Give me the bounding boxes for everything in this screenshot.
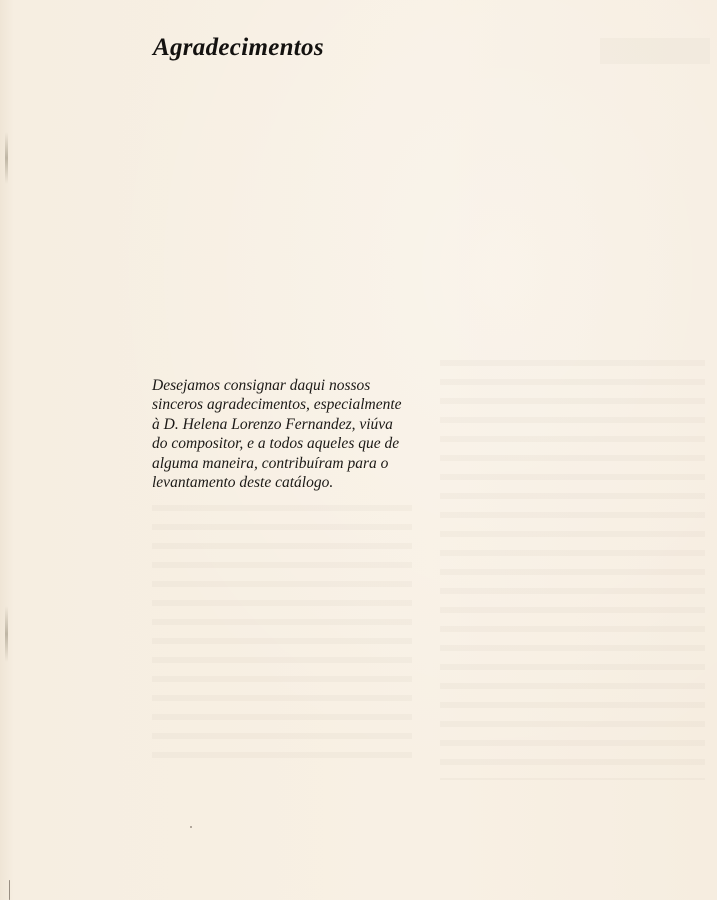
acknowledgment-paragraph — [152, 376, 442, 492]
paragraph-line: sinceros agradecimentos, especialmente — [152, 396, 402, 414]
binding-staple-mark-top — [5, 132, 8, 184]
binding-staple-mark-bottom — [5, 606, 8, 662]
binding-edge-mark — [9, 880, 10, 900]
bleed-through-heading — [600, 38, 710, 64]
paragraph-line: levantamento deste catálogo. — [152, 474, 334, 492]
bleed-through-text-left — [152, 505, 412, 760]
paragraph-line: do compositor, e a todos aqueles que de — [152, 435, 400, 453]
bleed-through-text-right — [440, 360, 705, 780]
page-title: Agradecimentos — [153, 34, 324, 61]
paragraph-line: alguma maneira, contribuíram para o — [152, 454, 389, 472]
paragraph-line: à D. Helena Lorenzo Fernandez, viúva — [152, 415, 393, 433]
paragraph-line: Desejamos consignar daqui nossos — [152, 377, 371, 394]
paper-speck — [190, 826, 192, 828]
